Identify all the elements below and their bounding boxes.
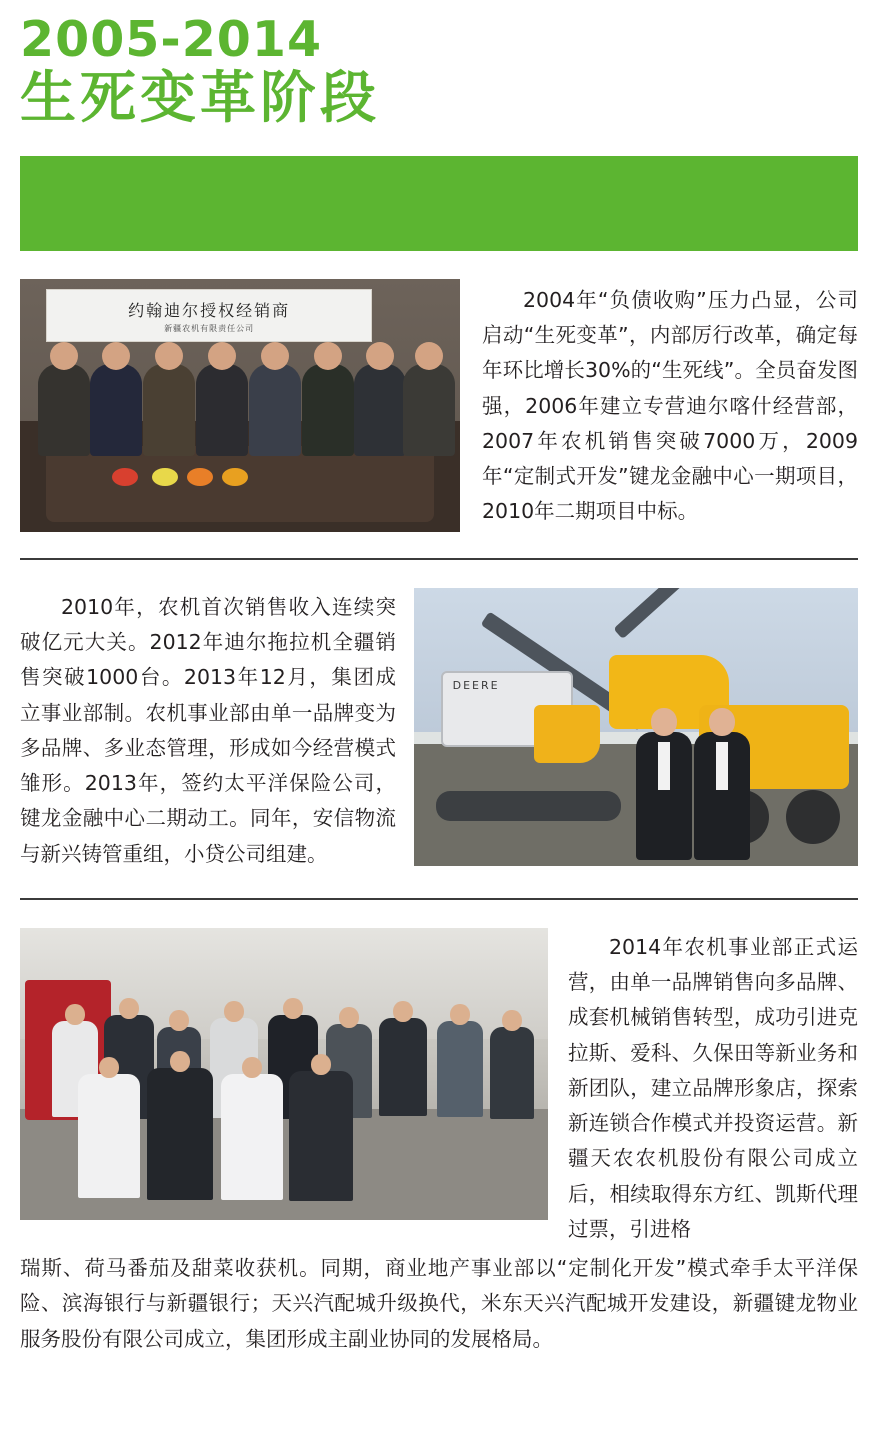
person-figure xyxy=(289,1071,353,1201)
crowd-visit-photo xyxy=(20,928,548,1220)
person-figure xyxy=(437,1021,483,1117)
dealer-banner-sub: 新疆农机有限责任公司 xyxy=(164,323,255,333)
excavator-photo xyxy=(414,588,858,866)
person-figure xyxy=(147,1068,213,1200)
year-range-title: 2005-2014 xyxy=(20,11,323,68)
person-figure xyxy=(38,364,90,456)
brand-label: DEERE xyxy=(452,679,500,693)
section-two xyxy=(20,560,858,872)
person-figure xyxy=(196,364,248,456)
loader-wheel xyxy=(786,790,840,844)
section-three-paragraph: 2014年农机事业部正式运营，由单一品牌销售向多品牌、成套机械销售转型，成功引进克拉斯、爱科、久保田等新业务和新团队，建立品牌形象店，探索新连锁合作模式并投资运营。新疆天农农机股份有限公司成立后，相续取得东方红、凯斯代理过票，引进格 xyxy=(568,934,858,1241)
person-figure xyxy=(249,364,301,456)
page-header xyxy=(20,0,858,251)
person-figure xyxy=(636,732,692,860)
person-figure xyxy=(354,364,406,456)
section-two-paragraph: 2010年，农机首次销售收入连续突破亿元大关。2012年迪尔拖拉机全疆销售突破1000台。2013年12月，集团成立事业部制。农机事业部由单一品牌变为多品牌、多业态管理，形成如今经营模式雏形。2013年，签约太平洋保险公司，键龙金融中心二期动工。同年，安信物流与新兴铸管重组，小贷公司组建。 xyxy=(20,594,396,866)
person-figure xyxy=(379,1018,427,1116)
excavator-bucket xyxy=(534,705,600,763)
section-three-paragraph-tail: 瑞斯、荷马番茄及甜菜收获机。同期，商业地产事业部以“定制化开发”模式牵手太平洋保险、滨海银行与新疆银行；天兴汽配城升级换代，米东天兴汽配城开发建设，新疆键龙物业服务股份有限公司成立，集团形成主副业协同的发展格局。 xyxy=(20,1256,858,1351)
person-figure xyxy=(302,364,354,456)
person-figure xyxy=(143,364,195,456)
person-figure xyxy=(78,1074,140,1198)
person-figure xyxy=(694,732,750,860)
excavator-track xyxy=(436,791,621,821)
dealer-banner xyxy=(46,289,372,342)
meeting-photo xyxy=(20,279,460,532)
dealer-banner-main: 约翰迪尔授权经销商 xyxy=(128,300,291,320)
section-one-paragraph: 2004年“负债收购”压力凸显，公司启动“生死变革”，内部厉行改革，确定每年环比增长30%的“生死线”。全员奋发图强，2006年建立专营迪尔喀什经营部，2007年农机销售突破7000万，2009年“定制式开发”键龙金融中心一期项目，2010年二期项目中标。 xyxy=(482,287,858,524)
person-figure xyxy=(221,1074,283,1200)
person-figure xyxy=(90,364,142,456)
page-title: 生死变革阶段 xyxy=(20,66,380,132)
person-figure xyxy=(403,364,455,456)
person-figure xyxy=(490,1027,534,1119)
green-banner-bar xyxy=(20,156,858,251)
section-one xyxy=(20,251,858,532)
section-three xyxy=(20,900,858,1247)
